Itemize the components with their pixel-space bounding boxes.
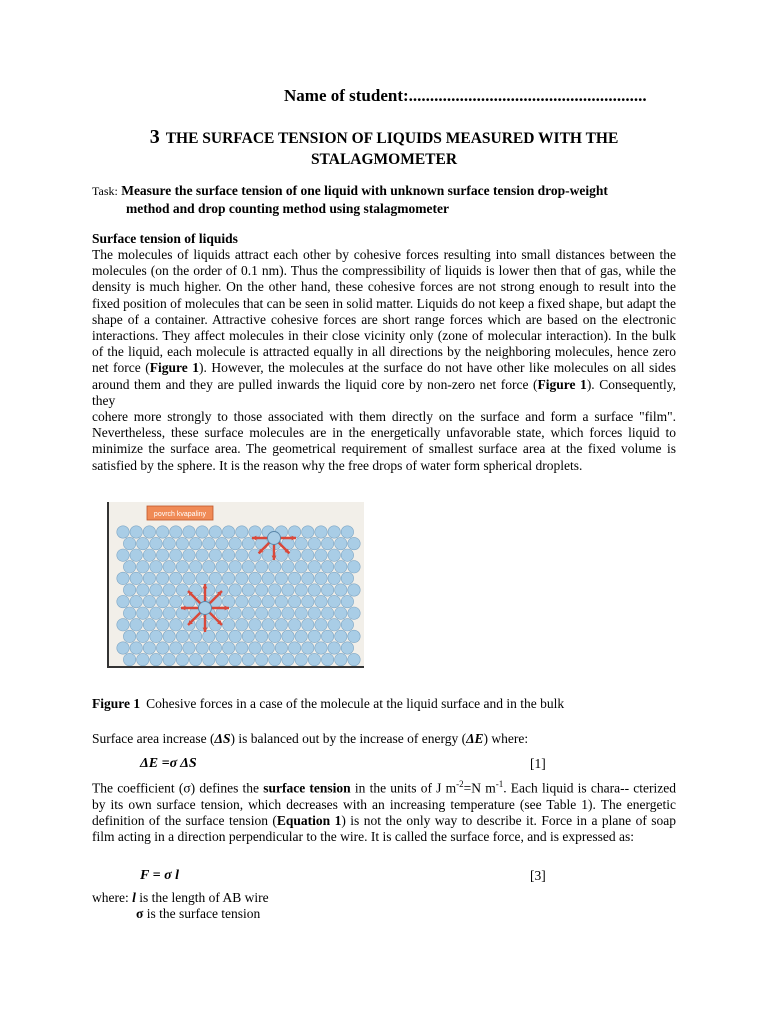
molecule	[143, 619, 155, 631]
section-heading: Surface tension of liquids	[92, 231, 238, 246]
molecule	[328, 572, 340, 584]
molecule	[176, 584, 188, 596]
molecule	[302, 595, 314, 607]
molecule	[302, 549, 314, 561]
molecule	[341, 526, 353, 538]
p2-f: ) is not the only way to describe it. Force in a plane of soap film acting in a direction perpendicular to the wire. It is called the surface force, and is expressed as:	[92, 812, 676, 845]
molecule	[328, 595, 340, 607]
molecule	[130, 619, 142, 631]
task-block	[92, 182, 676, 217]
molecule	[222, 526, 234, 538]
molecule	[255, 630, 267, 642]
delta-s-symbol: ΔS	[214, 731, 231, 746]
molecule	[348, 537, 360, 549]
molecule	[249, 642, 261, 654]
where-line-1	[92, 890, 269, 906]
molecule	[130, 526, 142, 538]
body-paragraph-2	[92, 776, 676, 845]
molecule	[282, 584, 294, 596]
molecule	[269, 653, 281, 665]
focus-molecule	[199, 602, 212, 615]
molecule	[288, 619, 300, 631]
molecule	[236, 572, 248, 584]
molecule	[295, 584, 307, 596]
molecule	[315, 619, 327, 631]
molecule	[170, 549, 182, 561]
molecule	[163, 653, 175, 665]
student-dots: ........................................................	[408, 86, 647, 105]
molecule	[295, 537, 307, 549]
figure-ref-2: Figure 1	[537, 376, 587, 392]
figure-caption-text: Cohesive forces in a case of the molecule at the liquid surface and in the bulk	[146, 696, 565, 711]
molecule	[255, 653, 267, 665]
surface-label-text: povrch kvapaliny	[153, 511, 207, 518]
molecule	[209, 549, 221, 561]
molecule	[275, 572, 287, 584]
molecule	[295, 607, 307, 619]
chapter-title-text: THE SURFACE TENSION OF LIQUIDS MEASURED WITH THE STALAGMOMETER	[165, 130, 619, 168]
molecule	[229, 537, 241, 549]
equation-3-number: [3]	[530, 868, 546, 883]
molecule	[209, 619, 221, 631]
molecule	[216, 653, 228, 665]
molecule	[143, 595, 155, 607]
molecule	[203, 653, 215, 665]
molecule	[143, 549, 155, 561]
molecule	[242, 630, 254, 642]
molecule	[123, 653, 135, 665]
molecule	[282, 630, 294, 642]
molecule	[308, 653, 320, 665]
molecule	[236, 619, 248, 631]
molecule	[143, 642, 155, 654]
molecule	[262, 619, 274, 631]
molecule	[156, 549, 168, 561]
molecule	[137, 537, 149, 549]
molecule	[209, 572, 221, 584]
molecule	[269, 607, 281, 619]
equation-1-ref: Equation 1	[276, 812, 342, 828]
molecule	[150, 630, 162, 642]
molecule	[229, 630, 241, 642]
molecule	[216, 537, 228, 549]
figure-caption-label: Figure 1	[92, 696, 141, 711]
p1-part-d: cohere more strongly to those associated with them directly on the surface and form a surface "film". Nevertheless, these surface molecules are in the energetically unfavorable state, which forces liquid to minimize the surface area. The geometrical requirement of smallest surface area at the fixed volume is satisfied by the sphere. It is the reason why the free drops of water form spherical droplets.	[92, 409, 676, 473]
molecule	[189, 537, 201, 549]
molecule	[150, 537, 162, 549]
molecule	[249, 572, 261, 584]
molecule	[183, 572, 195, 584]
molecule	[222, 549, 234, 561]
molecule	[176, 537, 188, 549]
figure-1-illustration	[107, 502, 364, 668]
molecule	[302, 572, 314, 584]
molecule	[275, 642, 287, 654]
molecule	[348, 630, 360, 642]
figure-ref-1: Figure 1	[149, 360, 199, 376]
molecule	[117, 642, 129, 654]
molecule	[163, 584, 175, 596]
sigma-bold-symbol: σ	[136, 906, 144, 921]
molecule	[249, 595, 261, 607]
molecule	[295, 561, 307, 573]
task-line-2: method and drop counting method using stalagmometer	[126, 201, 450, 216]
molecule	[150, 607, 162, 619]
molecule	[216, 561, 228, 573]
molecule	[123, 561, 135, 573]
molecule	[335, 537, 347, 549]
molecule	[328, 526, 340, 538]
molecule	[222, 572, 234, 584]
molecule	[189, 561, 201, 573]
molecule	[117, 619, 129, 631]
molecule	[163, 561, 175, 573]
molecule	[143, 572, 155, 584]
delta-e-symbol: ΔE	[466, 731, 484, 746]
molecule	[229, 653, 241, 665]
chapter-number: 3	[149, 126, 160, 148]
molecule	[308, 584, 320, 596]
molecule	[269, 630, 281, 642]
molecule	[275, 619, 287, 631]
molecule	[249, 549, 261, 561]
molecule	[341, 549, 353, 561]
molecule	[156, 526, 168, 538]
molecule	[156, 619, 168, 631]
molecule	[282, 653, 294, 665]
molecule	[123, 537, 135, 549]
molecule	[117, 549, 129, 561]
molecule	[335, 630, 347, 642]
molecule	[236, 642, 248, 654]
where-label: where:	[92, 890, 129, 905]
molecule	[255, 607, 267, 619]
molecule	[203, 537, 215, 549]
molecule	[229, 561, 241, 573]
molecule	[321, 537, 333, 549]
p2-a: The coefficient (	[92, 780, 184, 796]
molecule	[143, 526, 155, 538]
intro-part-c: ) where:	[483, 731, 529, 746]
molecule	[163, 537, 175, 549]
molecule	[123, 630, 135, 642]
molecule	[137, 653, 149, 665]
molecule	[282, 561, 294, 573]
molecule	[203, 561, 215, 573]
molecule	[236, 526, 248, 538]
l-description: is the length of AB wire	[135, 890, 269, 905]
molecule	[137, 584, 149, 596]
molecule	[328, 642, 340, 654]
molecule	[170, 595, 182, 607]
molecule	[130, 642, 142, 654]
molecule	[348, 653, 360, 665]
task-label: Task:	[92, 184, 118, 198]
molecule	[295, 630, 307, 642]
molecule	[242, 537, 254, 549]
molecule	[176, 653, 188, 665]
molecule	[229, 584, 241, 596]
molecule	[255, 584, 267, 596]
equation-1: ΔE =σ ΔS	[140, 756, 197, 771]
molecule	[341, 619, 353, 631]
molecule	[137, 561, 149, 573]
molecule	[262, 549, 274, 561]
molecule	[130, 595, 142, 607]
molecule	[196, 549, 208, 561]
molecule	[321, 607, 333, 619]
student-label: Name of student:	[284, 86, 409, 105]
molecule	[335, 561, 347, 573]
molecule	[176, 561, 188, 573]
molecule	[123, 607, 135, 619]
molecule	[341, 572, 353, 584]
molecule	[183, 526, 195, 538]
p1-part-a: The molecules of liquids attract each other by cohesive forces resulting into small distances between the molecules (on the order of 0.1 nm). Thus the compressibility of liquids is lower then that of gas, while the density is much higher. On the other hand, these cohesive forces are not strong enough to result into the fixed position of molecules that can be seen in solid matter. Liquids do not keep a fixed shape, but adapt the shape of a container. Attractive cohesive forces are short range forces which are based on the electronic interactions. They affect molecules in their close vicinity only (zone of molecular interaction). In the bulk of the liquid, each molecule is attracted equally in all directions by the neighboring molecules, hence zero net force (	[92, 247, 676, 376]
molecule	[189, 653, 201, 665]
molecule	[137, 607, 149, 619]
molecule	[315, 642, 327, 654]
molecule	[170, 572, 182, 584]
molecule	[117, 526, 129, 538]
molecule	[328, 619, 340, 631]
molecule	[123, 584, 135, 596]
molecule	[156, 642, 168, 654]
molecule	[255, 537, 267, 549]
equation-1-number: [1]	[530, 756, 546, 771]
exponent-2: -1	[495, 779, 504, 789]
figure-caption	[92, 696, 564, 712]
molecule	[176, 630, 188, 642]
molecule	[130, 572, 142, 584]
molecule	[222, 642, 234, 654]
molecule	[117, 595, 129, 607]
molecule	[288, 642, 300, 654]
molecule-diagram	[109, 502, 364, 666]
molecule	[183, 549, 195, 561]
molecule	[242, 607, 254, 619]
molecule	[189, 630, 201, 642]
molecule	[295, 653, 307, 665]
molecule	[150, 584, 162, 596]
molecule	[216, 630, 228, 642]
p2-c: in the units of J m	[350, 780, 457, 796]
molecule	[163, 630, 175, 642]
student-name-line	[284, 86, 647, 106]
molecule	[150, 653, 162, 665]
molecule	[335, 584, 347, 596]
molecule	[196, 526, 208, 538]
molecule	[302, 642, 314, 654]
molecule	[275, 595, 287, 607]
molecule	[288, 526, 300, 538]
molecule	[335, 653, 347, 665]
molecule	[341, 595, 353, 607]
molecule	[170, 526, 182, 538]
molecule	[196, 572, 208, 584]
where-line-2	[136, 906, 260, 922]
molecule	[150, 561, 162, 573]
surface-tension-term: surface tension	[263, 780, 351, 796]
molecule	[302, 619, 314, 631]
molecule	[249, 526, 261, 538]
molecule	[236, 549, 248, 561]
molecule	[315, 595, 327, 607]
p2-e: . Each liquid is chara-- cterized by its own surface tension, which decreases with an increasing temperature (see Table 1). The energetic definition of the surface tension (	[92, 780, 676, 828]
molecule	[328, 549, 340, 561]
molecule	[242, 584, 254, 596]
sigma-description: is the surface tension	[143, 906, 261, 921]
molecule	[321, 561, 333, 573]
p1-part-b: ). However, the molecules at the surface do not have other like molecules on all sides around them and they are pulled inwards the liquid core by non-zero net force (	[92, 360, 676, 392]
body-paragraph-1	[92, 247, 676, 474]
molecule	[229, 607, 241, 619]
molecule	[348, 561, 360, 573]
p2-d: =N m	[463, 780, 496, 796]
molecule	[163, 607, 175, 619]
molecule	[255, 561, 267, 573]
molecule	[242, 561, 254, 573]
molecule	[203, 630, 215, 642]
molecule	[308, 607, 320, 619]
molecule	[321, 584, 333, 596]
focus-molecule	[268, 532, 281, 545]
molecule	[156, 595, 168, 607]
molecule	[209, 642, 221, 654]
molecule	[335, 607, 347, 619]
p1-part-c: ). Consequently, they	[92, 376, 676, 408]
molecule	[282, 607, 294, 619]
molecule	[236, 595, 248, 607]
p2-b: ) defines the	[190, 780, 264, 796]
molecule	[308, 630, 320, 642]
molecule	[315, 572, 327, 584]
molecule	[170, 619, 182, 631]
intro-part-a: Surface area increase (	[92, 731, 215, 746]
molecule	[315, 526, 327, 538]
molecule	[288, 595, 300, 607]
molecule	[249, 619, 261, 631]
molecule	[269, 561, 281, 573]
equation-intro	[92, 731, 528, 747]
molecule	[348, 584, 360, 596]
molecule	[130, 549, 142, 561]
molecule	[222, 619, 234, 631]
molecule	[288, 549, 300, 561]
task-line-1: Measure the surface tension of one liquid with unknown surface tension drop-weight	[121, 183, 608, 198]
molecule	[262, 642, 274, 654]
molecule	[308, 561, 320, 573]
intro-part-b: ) is balanced out by the increase of energy (	[230, 731, 467, 746]
sigma-symbol: σ	[183, 780, 191, 796]
molecule	[183, 642, 195, 654]
chapter-title	[92, 127, 676, 170]
molecule	[321, 630, 333, 642]
molecule	[117, 572, 129, 584]
molecule	[242, 653, 254, 665]
molecule	[196, 642, 208, 654]
molecule	[302, 526, 314, 538]
molecule	[262, 572, 274, 584]
equation-3: F = σ l	[140, 868, 179, 883]
molecule	[209, 526, 221, 538]
exponent-1: -2	[456, 779, 464, 789]
molecule	[269, 584, 281, 596]
molecule	[315, 549, 327, 561]
molecule	[137, 630, 149, 642]
molecule	[288, 572, 300, 584]
molecule	[348, 607, 360, 619]
molecule	[262, 595, 274, 607]
molecule	[170, 642, 182, 654]
molecule	[321, 653, 333, 665]
molecule	[156, 572, 168, 584]
l-symbol: l	[132, 890, 136, 905]
molecule	[222, 595, 234, 607]
molecule	[341, 642, 353, 654]
molecule	[308, 537, 320, 549]
